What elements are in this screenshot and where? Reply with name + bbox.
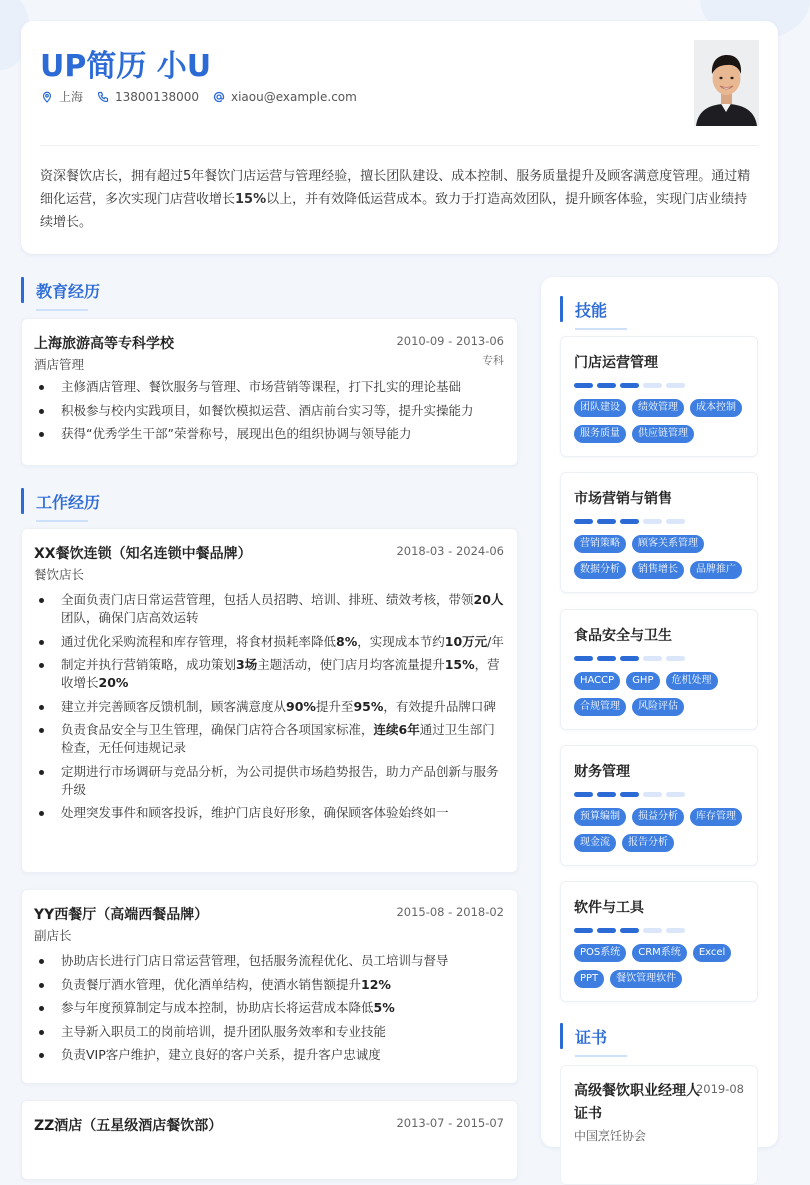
skill-tag: 损益分析 (632, 808, 684, 826)
location-text: 上海 (59, 90, 84, 104)
skill-level-segment (574, 383, 593, 388)
skill-level-segment (666, 519, 685, 524)
skill-level-segment (666, 656, 685, 661)
cert-name: 高级餐饮职业经理人证书 (574, 1083, 700, 1122)
skill-tag: 库存管理 (690, 808, 742, 826)
skill-level-segment (574, 519, 593, 524)
profile-summary: 资深餐饮店长，拥有超过5年餐饮门店运营与管理经验，擅长团队建设、成本控制、服务质量提升及顾客满意度管理。通过精细化运营，多次实现门店营收增长15%以上，并有效降低运营成本。致力于打造高效团队，提升顾客体验，实现门店业绩持续增长。 (40, 169, 751, 230)
section-title-certs: 证书 (560, 1023, 760, 1049)
skill-tags (574, 535, 754, 579)
skill-card (560, 609, 758, 730)
work-date: 2015-08 - 2018-02 (396, 905, 504, 919)
skill-name: 软件与工具 (574, 900, 644, 916)
skill-tag: 供应链管理 (632, 425, 694, 443)
skill-level-segment (643, 519, 662, 524)
cert-card (560, 1065, 758, 1185)
skill-level-segment (597, 656, 616, 661)
skill-tag: 成本控制 (690, 399, 742, 417)
section-title-work: 工作经历 (21, 488, 221, 514)
work-bullets (34, 952, 505, 1070)
contact-info (41, 88, 357, 105)
skill-level-segment (666, 383, 685, 388)
skill-tag: 数据分析 (574, 561, 626, 579)
sidebar (541, 277, 778, 1147)
candidate-name: UP简历 小U (40, 49, 212, 84)
skill-name: 市场营销与销售 (574, 491, 672, 507)
list-item: 负责食品安全与卫生管理，确保门店符合各项国家标准，连续6年通过卫生部门检查，无任何违规记录 (34, 721, 507, 757)
skill-level-segment (620, 928, 639, 933)
skill-level-segment (620, 792, 639, 797)
skill-level-segment (597, 519, 616, 524)
skill-tag: 服务质量 (574, 425, 626, 443)
skill-tag: 合规管理 (574, 698, 626, 716)
company-name: ZZ酒店（五星级酒店餐饮部） (34, 1118, 223, 1134)
skill-card (560, 745, 758, 866)
skill-level-segment (574, 656, 593, 661)
skill-level-bar (574, 928, 685, 933)
job-role: 副店长 (34, 928, 72, 943)
skill-level-segment (643, 792, 662, 797)
skill-card (560, 336, 758, 457)
skill-name: 财务管理 (574, 764, 630, 780)
list-item: 全面负责门店日常运营管理，包括人员招聘、培训、排班、绩效考核，带领20人团队，确保门店高效运转 (34, 591, 507, 627)
skill-level-segment (666, 928, 685, 933)
skill-level-segment (643, 656, 662, 661)
skill-tag: 顾客关系管理 (632, 535, 704, 553)
skill-tag: GHP (626, 672, 659, 690)
list-item: 协助店长进行门店日常运营管理，包括服务流程优化、员工培训与督导 (34, 952, 505, 970)
skill-level-segment (620, 656, 639, 661)
company-name: XX餐饮连锁（知名连锁中餐品牌） (34, 546, 252, 562)
skill-card (560, 472, 758, 593)
list-item: 负责餐厅酒水管理，优化酒单结构，使酒水销售额提升12% (34, 976, 505, 994)
skill-level-segment (597, 792, 616, 797)
skill-level-bar (574, 792, 685, 797)
skill-tag: POS系统 (574, 944, 626, 962)
cert-org: 中国烹饪协会 (574, 1129, 647, 1143)
skill-level-segment (597, 928, 616, 933)
work-bullets (34, 591, 507, 828)
location (41, 88, 83, 105)
work-card (21, 528, 518, 873)
skill-tags (574, 944, 754, 988)
section-title-education: 教育经历 (21, 277, 221, 303)
list-item: 参与年度预算制定与成本控制，协助店长将运营成本降低5% (34, 999, 505, 1017)
skill-tag: 团队建设 (574, 399, 626, 417)
skill-level-segment (574, 928, 593, 933)
avatar (694, 40, 759, 126)
skill-tag: 餐饮管理软件 (610, 970, 682, 988)
education-date: 2010-09 - 2013-06 (396, 334, 504, 348)
phone[interactable] (97, 90, 199, 104)
skill-tags (574, 808, 754, 852)
skill-tag: 危机处理 (666, 672, 718, 690)
work-card (21, 1100, 518, 1180)
list-item: 主修酒店管理、餐饮服务与管理、市场营销等课程，打下扎实的理论基础 (34, 378, 505, 396)
skill-tag: 销售增长 (632, 561, 684, 579)
major: 酒店管理 (34, 357, 85, 372)
company-name: YY西餐厅（高端西餐品牌） (34, 907, 209, 923)
skill-tag: 绩效管理 (632, 399, 684, 417)
school-name: 上海旅游高等专科学校 (34, 336, 174, 352)
skill-level-segment (643, 383, 662, 388)
work-date: 2013-07 - 2015-07 (396, 1116, 504, 1130)
skill-level-segment (574, 792, 593, 797)
list-item: 建立并完善顾客反馈机制，顾客满意度从90%提升至95%，有效提升品牌口碑 (34, 698, 507, 716)
list-item: 主导新入职员工的岗前培训，提升团队服务效率和专业技能 (34, 1023, 505, 1041)
skill-tag: 营销策略 (574, 535, 626, 553)
skill-level-segment (620, 519, 639, 524)
skill-tag: Excel (693, 944, 732, 962)
list-item: 获得“优秀学生干部”荣誉称号，展现出色的组织协调与领导能力 (34, 425, 505, 443)
list-item: 制定并执行营销策略，成功策划3场主题活动，使门店月均客流量提升15%，营收增长20% (34, 656, 507, 692)
skill-level-segment (597, 383, 616, 388)
header-card (21, 21, 778, 254)
skill-level-segment (666, 792, 685, 797)
skill-tag: CRM系统 (632, 944, 687, 962)
education-bullets (34, 378, 505, 449)
list-item: 负责VIP客户维护，建立良好的客户关系，提升客户忠诚度 (34, 1046, 505, 1064)
skill-tag: 风险评估 (632, 698, 684, 716)
email-icon (213, 91, 225, 103)
skill-card (560, 881, 758, 1002)
skill-tag: 现金流 (574, 834, 616, 852)
skill-tag: PPT (574, 970, 604, 988)
skill-tag: HACCP (574, 672, 620, 690)
list-item: 处理突发事件和顾客投诉，维护门店良好形象，确保顾客体验始终如一 (34, 804, 507, 822)
email[interactable] (213, 90, 357, 104)
work-date: 2018-03 - 2024-06 (396, 544, 504, 558)
skill-name: 食品安全与卫生 (574, 628, 672, 644)
skill-level-segment (620, 383, 639, 388)
skill-level-bar (574, 383, 685, 388)
phone-icon (97, 91, 109, 103)
job-role: 餐饮店长 (34, 567, 85, 582)
degree: 专科 (482, 354, 504, 367)
cert-date: 2019-08 (695, 1082, 744, 1096)
skill-tag: 预算编制 (574, 808, 626, 826)
section-title-skills: 技能 (560, 296, 760, 322)
list-item: 通过优化采购流程和库存管理，将食材损耗率降低8%，实现成本节约10万元/年 (34, 633, 507, 651)
skill-level-bar (574, 656, 685, 661)
education-card (21, 318, 518, 466)
skill-tags (574, 399, 754, 443)
divider (40, 145, 759, 146)
work-card (21, 889, 518, 1084)
phone-text: 13800138000 (115, 89, 199, 104)
list-item: 积极参与校内实践项目，如餐饮模拟运营、酒店前台实习等，提升实操能力 (34, 402, 505, 420)
skill-tag: 品牌推广 (690, 561, 742, 579)
skill-level-bar (574, 519, 685, 524)
list-item: 定期进行市场调研与竞品分析，为公司提供市场趋势报告，助力产品创新与服务升级 (34, 763, 507, 799)
skill-name: 门店运营管理 (574, 355, 658, 371)
email-text: xiaou@example.com (231, 89, 357, 104)
location-icon (41, 91, 53, 103)
skill-tag: 报告分析 (622, 834, 674, 852)
skill-tags (574, 672, 754, 716)
skill-level-segment (643, 928, 662, 933)
